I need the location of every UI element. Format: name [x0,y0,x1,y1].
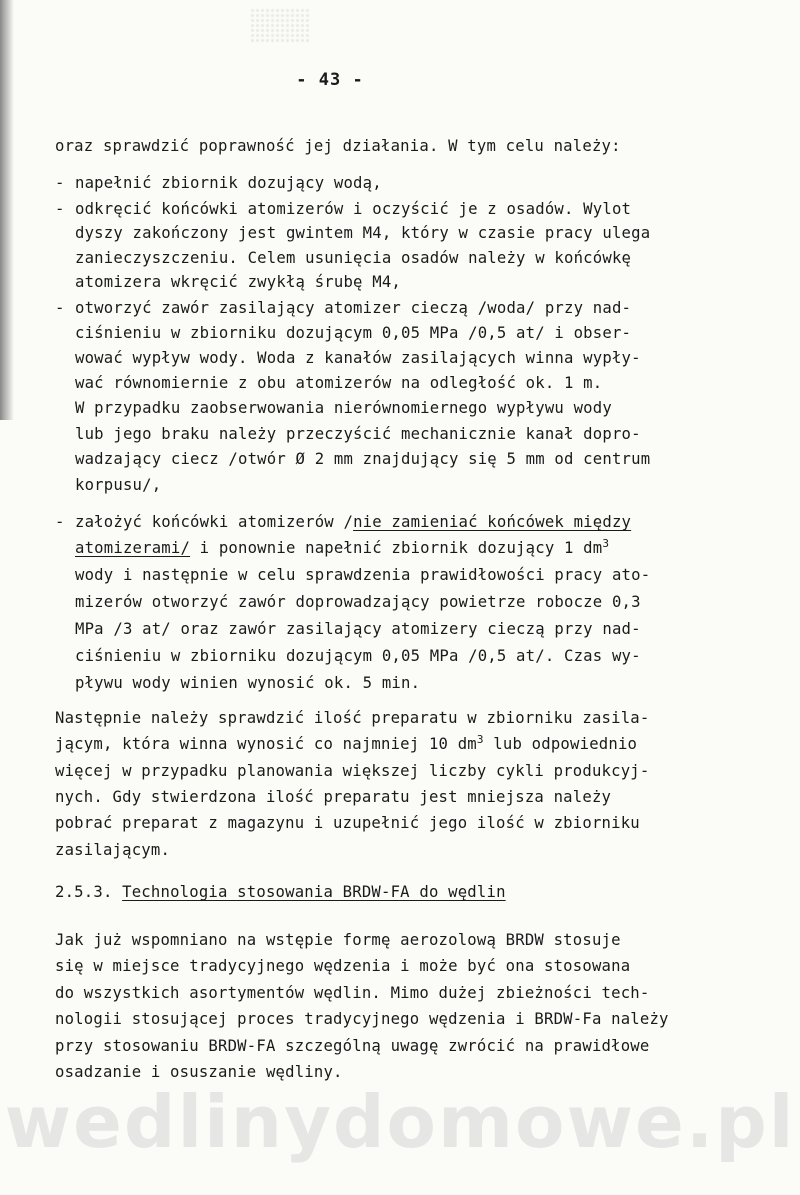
section-title: Technologia stosowania BRDW-FA do wędlin [122,883,506,901]
text-span: jącym, która winna wynosić co najmniej 10 dm [55,735,477,753]
underlined-text: nie zamieniać końcówek między [353,513,632,531]
underlined-text: atomizerami/ [75,539,191,557]
paragraph-line: do wszystkich asortymentów wędlin. Mimo dużej zbieżności tech- [55,984,650,1002]
paragraph-line: Następnie należy sprawdzić ilość preparatu w zbiorniku zasila- [55,709,650,727]
bullet-2-line: dyszy zakończony jest gwintem M4, który w czasie pracy ulega [75,224,651,242]
superscript: 3 [476,733,484,746]
bullet-3-line: wować wypływ wody. Woda z kanałów zasilających winna wypły- [75,349,641,367]
paragraph-line: Jak już wspomniano na wstępie formę aerozolową BRDW stosuje [55,931,621,949]
paragraph-line: pobrać preparat z magazynu i uzupełnić jego ilość w zbiorniku [55,814,640,832]
bullet-4-line [75,512,631,532]
paragraph-line: zasilającym. [55,841,171,859]
bullet-marker: - [55,174,65,192]
bullet-marker: - [55,299,65,317]
superscript: 3 [602,537,610,550]
page-number: - 43 - [296,70,364,90]
bullet-4-line: MPa /3 at/ oraz zawór zasilający atomizery cieczą przy nad- [75,620,641,638]
bullet-2-line: odkręcić końcówki atomizerów i oczyścić je z osadów. Wylot [75,200,632,218]
bullet-4-line: pływu wody winien wynosić ok. 5 min. [75,674,421,692]
paragraph-line: nych. Gdy stwierdzona ilość preparatu jest mniejsza należy [55,788,612,806]
scan-speckle [250,8,310,43]
bullet-marker: - [55,513,65,531]
scan-edge-shadow [0,0,14,420]
text-span: i ponownie napełnić zbiornik dozujący 1 dm [190,539,603,557]
bullet-4-line: mizerów otworzyć zawór doprowadzający powietrze robocze 0,3 [75,593,641,611]
bullet-3-line: otworzyć zawór zasilający atomizer cieczą /woda/ przy nad- [75,299,632,317]
bullet-3-line: wać równomiernie z obu atomizerów na odległość ok. 1 m. [75,374,603,392]
paragraph-line: nologii stosującej proces tradycyjnego wędzenia i BRDW-Fa należy [55,1010,669,1028]
bullet-1-line: napełnić zbiornik dozujący wodą, [75,174,382,192]
bullet-2-line: zanieczyszczeniu. Celem usunięcia osadów należy w końcówkę [75,249,632,267]
intro-line: oraz sprawdzić poprawność jej działania. W tym celu należy: [55,137,621,155]
paragraph-line: osadzanie i osuszanie wędliny. [55,1063,343,1081]
bullet-4-line: ciśnieniu w zbiorniku dozującym 0,05 MPa /0,5 at/. Czas wy- [75,647,641,665]
section-number: 2.5.3. [55,883,113,901]
paragraph-line: przy stosowaniu BRDW-FA szczególną uwagę zwrócić na prawidłowe [55,1037,650,1055]
section-heading [55,882,506,902]
watermark: wedlinydomowe.pl [4,1080,796,1164]
text-span: założyć końcówki atomizerów / [75,513,354,531]
bullet-marker: - [55,200,65,218]
bullet-3-line: ciśnieniu w zbiorniku dozującym 0,05 MPa /0,5 at/ i obser- [75,324,632,342]
paragraph-line [55,734,637,754]
bullet-4-line [75,538,609,558]
bullet-3-line: korpusu/, [75,476,162,494]
bullet-2-line: atomizera wkręcić zwykłą śrubę M4, [75,273,401,291]
text-span: lub odpowiednio [483,735,638,753]
paragraph-line: się w miejsce tradycyjnego wędzenia i może być ona stosowana [55,957,631,975]
bullet-3-line: W przypadku zaobserwowania nierównomiernego wypływu wody [75,399,612,417]
bullet-4-line: wody i następnie w celu sprawdzenia prawidłowości pracy ato- [75,566,651,584]
bullet-3-line: lub jego braku należy przeczyścić mechanicznie kanał dopro- [75,425,641,443]
paragraph-line: więcej w przypadku planowania większej liczby cykli produkcyj- [55,762,650,780]
bullet-3-line: wadzający ciecz /otwór Ø 2 mm znajdujący się 5 mm od centrum [75,450,651,468]
